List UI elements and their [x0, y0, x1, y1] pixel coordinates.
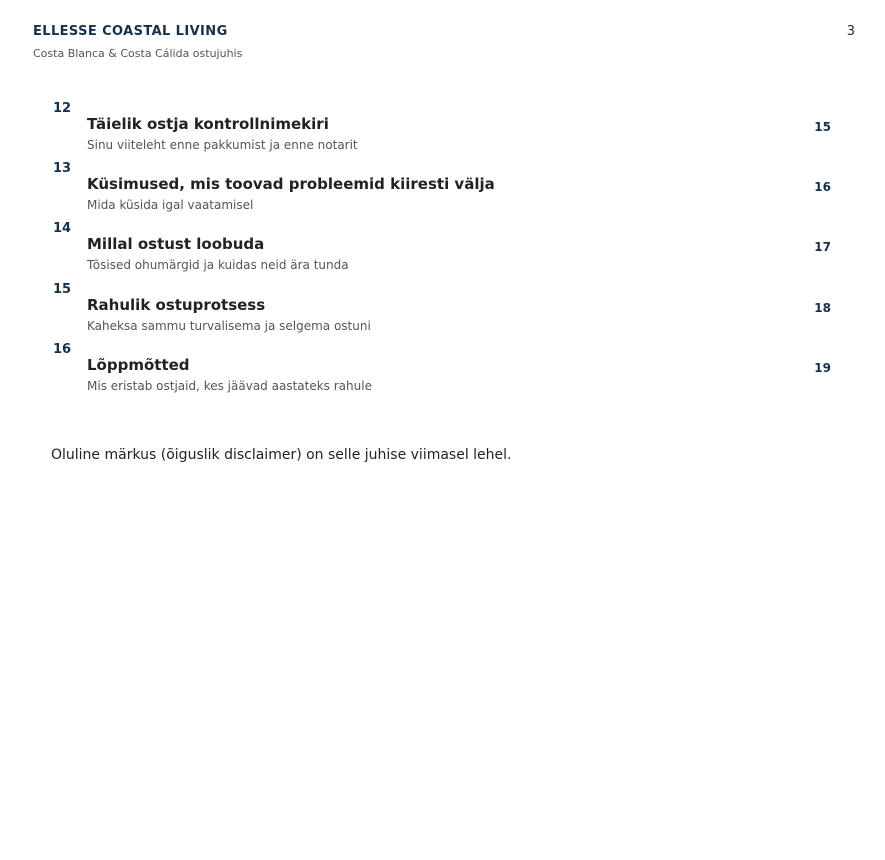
page-header [33, 24, 855, 61]
document-subtitle: Costa Blanca & Costa Cálida ostujuhis [33, 47, 243, 60]
toc-entry-page: 19 [814, 360, 831, 375]
disclaimer-note: Oluline märkus (õiguslik disclaimer) on selle juhise viimasel lehel. [51, 447, 512, 463]
toc-entry-number: 12 [53, 101, 72, 116]
toc-entry-title: Millal ostust loobuda [87, 235, 265, 254]
toc-entry-page: 16 [814, 180, 831, 195]
toc-entry[interactable] [53, 221, 831, 281]
toc-entry-number: 16 [53, 341, 72, 357]
toc-entry[interactable] [53, 282, 831, 342]
toc-entry-page: 17 [814, 240, 831, 255]
toc-entry-description: Tõsised ohumärgid ja kuidas neid ära tunda [87, 258, 349, 273]
toc-entry-title: Täielik ostja kontrollnimekiri [87, 115, 329, 133]
toc-entry-page: 15 [814, 120, 831, 134]
toc-entry[interactable] [53, 342, 831, 402]
toc-entry[interactable] [53, 101, 831, 161]
toc-entry-description: Sinu viiteleht enne pakkumist ja enne notarit [87, 138, 358, 152]
toc-entry[interactable] [53, 161, 831, 221]
toc-entry-number: 14 [53, 221, 72, 237]
toc-entry-title: Rahulik ostuprotsess [87, 295, 266, 314]
toc-entry-number: 15 [53, 281, 72, 297]
toc-entry-description: Kaheksa sammu turvalisema ja selgema ostuni [87, 318, 371, 333]
toc-entry-description: Mis eristab ostjaid, kes jäävad aastateks rahule [87, 378, 372, 393]
table-of-contents [53, 101, 831, 402]
toc-entry-title: Küsimused, mis toovad probleemid kiiresti välja [87, 175, 495, 194]
toc-entry-number: 13 [53, 161, 72, 177]
toc-entry-page: 18 [814, 300, 831, 315]
brand-name: ELLESSE COASTAL LIVING [33, 24, 228, 39]
page-number: 3 [846, 24, 855, 39]
toc-entry-description: Mida küsida igal vaatamisel [87, 198, 254, 213]
toc-entry-title: Lõppmõtted [87, 355, 190, 374]
